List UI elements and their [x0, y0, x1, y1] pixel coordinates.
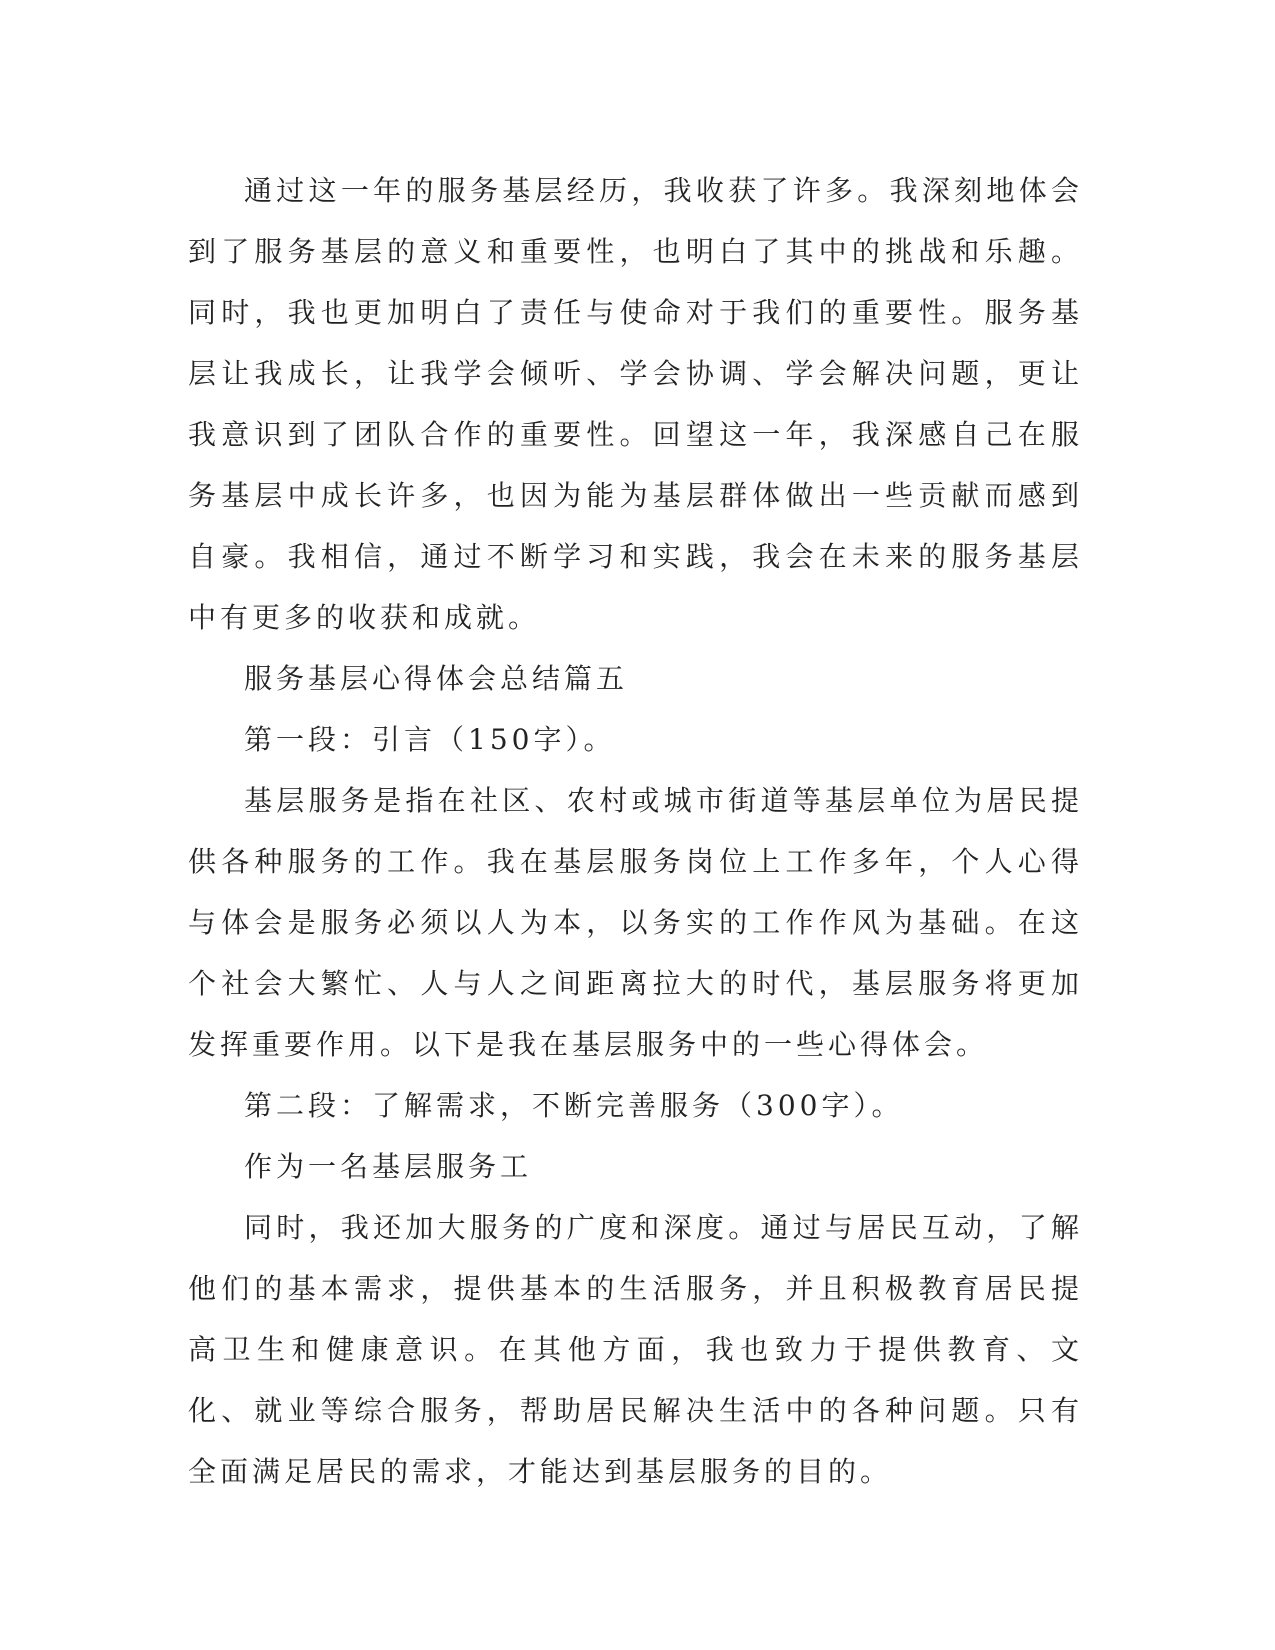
section-heading-needs: 第二段：了解需求，不断完善服务（300字）。 — [244, 1089, 904, 1122]
section-title: 服务基层心得体会总结篇五 — [244, 662, 629, 695]
paragraph-services: 同时，我还加大服务的广度和深度。通过与居民互动，了解他们的基本需求，提供基本的生活服务，并且积极教育居民提高卫生和健康意识。在其他方面，我也致力于提供教育、文化、就业等综合服务，帮助居民解决生活中的各种问题。只有全面满足居民的需求，才能达到基层服务的目的。 — [188, 1211, 1083, 1488]
paragraph-summary: 通过这一年的服务基层经历，我收获了许多。我深刻地体会到了服务基层的意义和重要性，也明白了其中的挑战和乐趣。同时，我也更加明白了责任与使命对于我们的重要性。服务基层让我成长，让我学会倾听、学会协调、学会解决问题，更让我意识到了团队合作的重要性。回望这一年，我深感自己在服务基层中成长许多，也因为能为基层群体做出一些贡献而感到自豪。我相信，通过不断学习和实践，我会在未来的服务基层中有更多的收获和成就。 — [188, 174, 1083, 634]
paragraph-intro: 基层服务是指在社区、农村或城市街道等基层单位为居民提供各种服务的工作。我在基层服务岗位上工作多年，个人心得与体会是服务必须以人为本，以务实的工作作风为基础。在这个社会大繁忙、人与人之间距离拉大的时代，基层服务将更加发挥重要作用。以下是我在基层服务中的一些心得体会。 — [188, 784, 1083, 1061]
section-heading-intro: 第一段：引言（150字）。 — [244, 723, 616, 756]
paragraph-fragment: 作为一名基层服务工 — [244, 1150, 533, 1183]
document-body — [188, 160, 1083, 1502]
